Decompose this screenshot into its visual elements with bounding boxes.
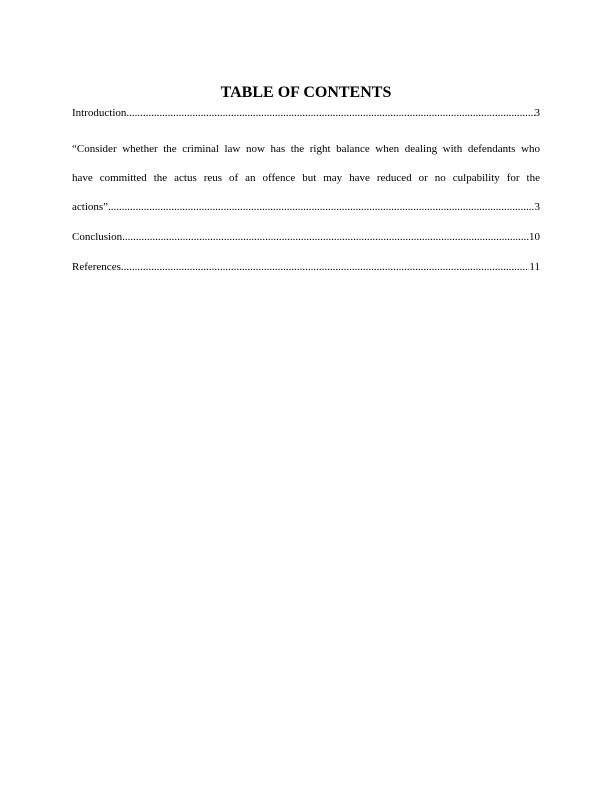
toc-dot-leader <box>108 201 534 213</box>
toc-page-number: 10 <box>529 231 540 243</box>
toc-entry-label: Introduction <box>72 107 127 119</box>
toc-title: TABLE OF CONTENTS <box>220 84 392 101</box>
toc-entry-label: actions” <box>72 201 109 213</box>
toc-entry-line: have committed the actus reus of an offence but may have reduced or no culpability for the <box>72 172 540 184</box>
toc-entry-question[interactable] <box>72 135 540 213</box>
toc-entry-introduction[interactable] <box>72 108 540 119</box>
document-page <box>72 84 540 273</box>
toc-entry-conclusion[interactable] <box>72 232 540 243</box>
toc-page-number: 3 <box>534 107 540 119</box>
toc-entry-line: “Consider whether the criminal law now has the right balance when dealing with defendants who <box>72 143 540 155</box>
toc-page-number: 3 <box>534 201 540 213</box>
toc-dot-leader <box>126 108 534 119</box>
toc-entry-label: References <box>72 261 121 273</box>
toc-entry-label: Conclusion <box>72 231 123 243</box>
toc-dot-leader <box>122 232 529 243</box>
toc-dot-leader <box>121 262 530 273</box>
toc-page-number: 11 <box>529 261 540 273</box>
toc-entry-references[interactable] <box>72 262 540 273</box>
